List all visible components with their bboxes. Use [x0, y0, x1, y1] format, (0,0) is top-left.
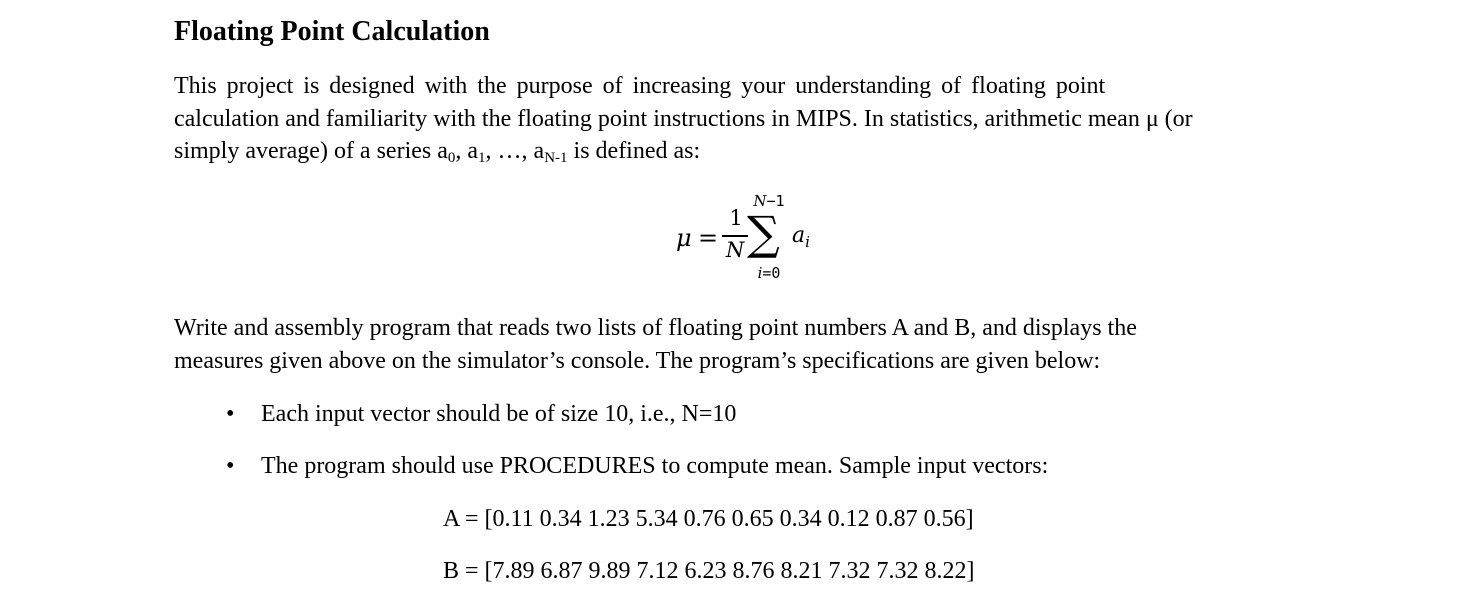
- list-item: [226, 398, 736, 430]
- vector-b: B = [7.89 6.87 9.89 7.12 6.23 8.76 8.21 7.32 7.32 8.22]: [443, 558, 975, 584]
- sum-term: [792, 222, 810, 251]
- sum-lower-rest: =0: [762, 264, 781, 282]
- sum-lower-var: i: [757, 264, 763, 282]
- formula-mu: μ: [676, 224, 692, 252]
- summation-sign: ∑: [747, 206, 780, 260]
- intro-line-3-end: is defined as:: [567, 138, 701, 164]
- list-item-text: Each input vector should be of size 10, i.e., N=10: [261, 401, 737, 427]
- bullet-icon: •: [226, 453, 235, 479]
- intro-line-3-text: simply average) of a series a: [174, 138, 448, 164]
- intro-paragraph: [174, 70, 1314, 171]
- page-title: Floating Point Calculation: [174, 16, 490, 47]
- series-subscript-1: 1: [478, 150, 486, 166]
- fraction-denominator: N: [725, 238, 745, 262]
- task-line-2: measures given above on the simulator’s console. The program’s specifications are given below:: [174, 347, 1101, 374]
- task-line-1: Write and assembly program that reads two lists of floating point numbers A and B, and displays the: [174, 315, 1137, 341]
- series-separator-1: , a: [455, 138, 479, 164]
- formula-equals: =: [698, 224, 719, 252]
- list-item: [226, 450, 1048, 482]
- bullet-icon: •: [226, 401, 235, 427]
- vector-a: A = [0.11 0.34 1.23 5.34 0.76 0.65 0.34 0.12 0.87 0.56]: [443, 506, 974, 532]
- sum-lower-limit: [744, 264, 794, 282]
- intro-line-1: This project is designed with the purpose of increasing your understanding of floating point: [174, 73, 1106, 99]
- fraction-numerator: 1: [729, 206, 743, 230]
- sum-term-subscript: i: [805, 233, 810, 251]
- series-subscript-n: N-1: [544, 150, 568, 166]
- sum-upper-rest: −1: [766, 192, 785, 210]
- series-separator-2: , …, a: [485, 138, 545, 164]
- intro-line-2: calculation and familiarity with the floating point instructions in MIPS. In statistics, arithmetic mean μ (or: [174, 105, 1193, 132]
- sum-term-var: a: [792, 223, 806, 248]
- intro-line-3: [174, 135, 1314, 171]
- series-subscript-0: 0: [447, 150, 456, 166]
- sum-upper-var: N: [753, 192, 767, 210]
- fraction-bar: [722, 235, 748, 237]
- mean-formula: [660, 186, 860, 286]
- list-item-text: The program should use PROCEDURES to compute mean. Sample input vectors:: [261, 453, 1049, 479]
- task-paragraph: [174, 312, 1314, 377]
